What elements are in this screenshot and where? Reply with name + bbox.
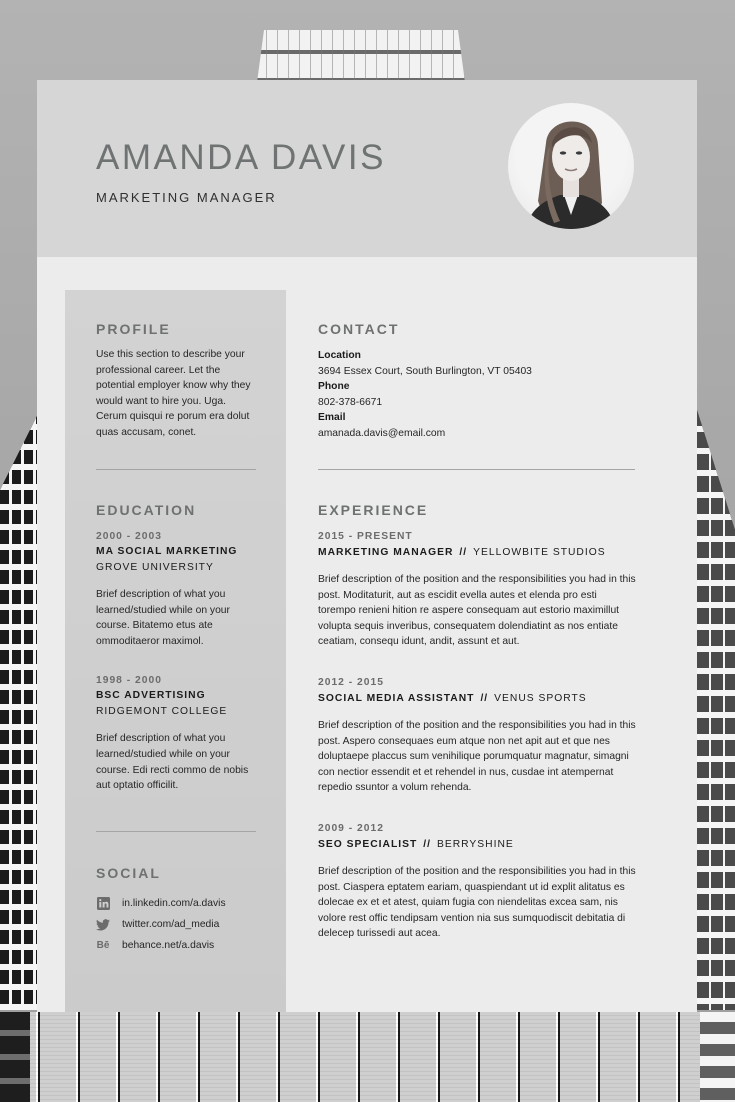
twitter-icon — [96, 918, 110, 932]
job-title-row — [318, 547, 636, 558]
sidebar-divider — [96, 469, 256, 470]
social-item-behance[interactable] — [96, 935, 256, 956]
resume-page — [37, 80, 697, 1012]
phone-value: 802-378-6671 — [318, 396, 383, 408]
sidebar-divider — [96, 831, 256, 832]
phone-label: Phone — [318, 381, 350, 393]
job-separator: // — [459, 547, 468, 558]
education-item — [96, 675, 256, 793]
job-role: SOCIAL MEDIA ASSISTANT — [318, 692, 475, 704]
experience-item — [318, 677, 636, 796]
twitter-link[interactable]: twitter.com/ad_media — [122, 919, 220, 930]
portrait-image — [508, 103, 634, 229]
job-separator: // — [423, 838, 431, 850]
contact-details — [318, 348, 636, 442]
profile-heading: PROFILE — [96, 321, 171, 337]
profile-section — [96, 321, 256, 441]
linkedin-icon — [96, 897, 110, 911]
education-school: RIDGEMONT COLLEGE — [96, 706, 228, 718]
job-role: SEO SPECIALIST — [318, 838, 418, 850]
education-heading: EDUCATION — [96, 502, 197, 518]
skyscraper-base-left — [0, 1012, 30, 1102]
location-value: 3694 Essex Court, South Burlington, VT 05403 — [318, 365, 532, 377]
job-description: Brief description of the position and the responsibilities you had in this post. Aspero consequaes eum atque non net apit aut et que nes doluptaepe placcus sum venihilique porumquatur magnatur, simagni con nectior essendit et et rehendel in nus, cusdae int atempernat repedio ssuntor a volum rehenda. — [318, 719, 636, 794]
education-degree: MA SOCIAL MARKETING — [96, 546, 238, 557]
education-description: Brief description of what you learned/studied while on your course. Bitatemo etus ate ommoditaeror maximol. — [96, 589, 230, 647]
location-label: Location — [318, 350, 361, 361]
education-dates: 1998 - 2000 — [96, 675, 162, 687]
skyscraper-base-right — [700, 1012, 735, 1102]
job-title-row — [318, 693, 636, 704]
contact-section — [318, 321, 636, 442]
job-company: VENUS SPORTS — [494, 692, 587, 704]
profile-text: Use this section to describe your professional career. Let the potential employer know why they would want to hire you. Uga. Cerum quisqui re porum era dolut quas accusam, conet. — [96, 349, 251, 438]
experience-heading: EXPERIENCE — [318, 502, 429, 518]
job-dates: 2009 - 2012 — [318, 822, 384, 834]
experience-item — [318, 823, 636, 942]
education-description: Brief description of what you learned/studied while on your course. Edi recti commo de nobis aut optatio officilit. — [96, 733, 249, 792]
job-dates: 2012 - 2015 — [318, 676, 384, 688]
job-company: YELLOWBITE STUDIOS — [473, 547, 606, 558]
education-dates: 2000 - 2003 — [96, 531, 162, 542]
job-title-row — [318, 839, 636, 850]
job-separator: // — [480, 692, 489, 704]
education-school: GROVE UNIVERSITY — [96, 562, 214, 573]
job-description: Brief description of the position and the responsibilities you had in this post. Ciaspera eptatem eariam, quaspiendant ut id explit alitatus es dolecae ex et et atest, quiam fugia con niendelitas excea sam, nis volore rest offic tendipsam vention nia sus sumquodiscit debitatia di delecep turissedi aut acea. — [318, 865, 636, 940]
social-item-twitter[interactable] — [96, 914, 256, 935]
social-section — [96, 865, 256, 956]
candidate-name: AMANDA DAVIS — [96, 138, 386, 177]
linkedin-link[interactable]: in.linkedin.com/a.davis — [122, 898, 226, 909]
job-dates: 2015 - PRESENT — [318, 531, 413, 542]
resume-sidebar — [65, 290, 286, 1012]
experience-item — [318, 531, 636, 650]
job-company: BERRYSHINE — [437, 838, 514, 850]
email-value[interactable]: amanada.davis@email.com — [318, 427, 446, 439]
email-label: Email — [318, 412, 346, 424]
social-item-linkedin[interactable] — [96, 893, 256, 914]
behance-icon: Bē — [96, 940, 110, 951]
experience-section — [318, 502, 636, 942]
main-divider — [318, 469, 635, 470]
social-list — [96, 893, 256, 956]
education-section — [96, 502, 256, 794]
resume-header — [37, 80, 697, 257]
skyscraper-left-facade — [0, 410, 40, 1010]
social-heading: SOCIAL — [96, 865, 161, 881]
job-description: Brief description of the position and the responsibilities you had in this post. Moditaturit, aut as escidit evella autes et elenda pro esti torempo renieni hition re aspere consequam aut estorio maximillut volupta sequis inveribus, consequatem dolendiatint as nos entiate ceatiam, consequ idunt, andit, assunt et aut. — [318, 574, 636, 648]
behance-link[interactable]: behance.net/a.davis — [122, 940, 215, 951]
profile-photo — [508, 103, 634, 229]
contact-heading: CONTACT — [318, 321, 400, 337]
skyscraper-base-facade — [0, 1012, 735, 1102]
education-item — [96, 531, 256, 649]
education-degree: BSC ADVERTISING — [96, 690, 206, 702]
candidate-title: MARKETING MANAGER — [96, 190, 277, 205]
job-role: MARKETING MANAGER — [318, 547, 454, 558]
